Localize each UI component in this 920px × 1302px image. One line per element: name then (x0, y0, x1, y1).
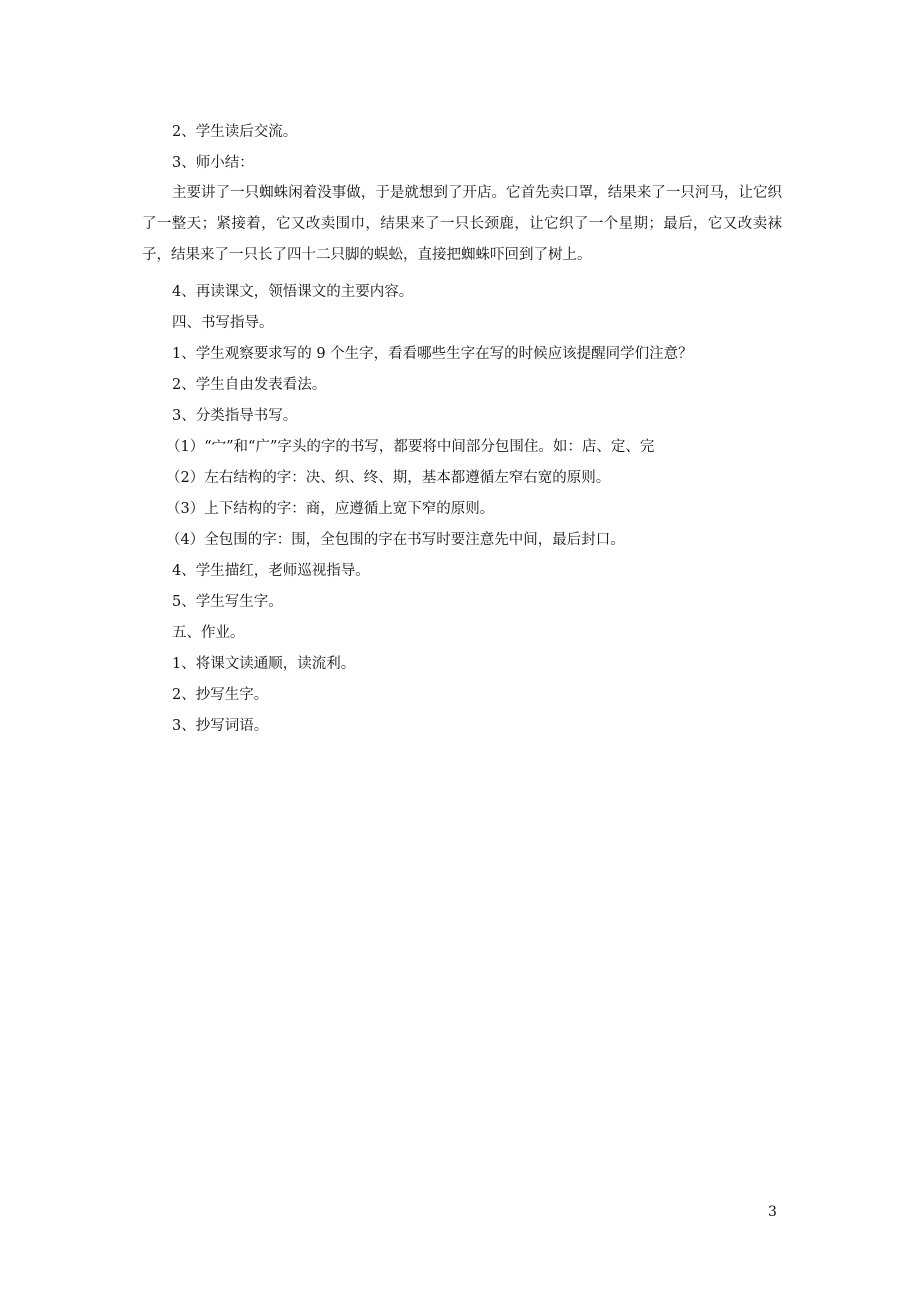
category-3: （3）上下结构的字：商，应遵循上宽下窄的原则。 (166, 501, 495, 517)
document-body (142, 122, 782, 747)
step-3-line: 3、师小结： (172, 155, 254, 171)
section-4-heading: 四、书写指导。 (172, 315, 274, 331)
step-2-line: 2、学生读后交流。 (172, 124, 298, 140)
section-5-heading: 五、作业。 (172, 625, 245, 641)
writing-step-2: 2、学生自由发表看法。 (172, 377, 327, 393)
category-1: （1）“宀”和“广”字头的字的书写，都要将中间部分包围住。如：店、定、完 (166, 439, 655, 455)
homework-2: 2、抄写生字。 (172, 687, 269, 703)
writing-step-3: 3、分类指导书写。 (172, 408, 298, 424)
homework-1: 1、将课文读通顺，读流利。 (172, 656, 356, 672)
writing-step-5: 5、学生写生字。 (172, 594, 283, 610)
writing-step-1: 1、学生观察要求写的 9 个生字，看看哪些生字在写的时候应该提醒同学们注意？ (172, 346, 693, 362)
category-2: （2）左右结构的字：决、织、终、期，基本都遵循左窄右宽的原则。 (166, 470, 611, 486)
summary-paragraph: 主要讲了一只蜘蛛闲着没事做，于是就想到了开店。它首先卖口罩，结果来了一只河马，让它织了一整天；紧接着，它又改卖围巾，结果来了一只长颈鹿，让它织了一个星期；最后，它又改卖袜子，结果来了一只长了四十二只脚的蜈蚣，直接把蜘蛛吓回到了树上。 (142, 185, 782, 263)
writing-step-4: 4、学生描红，老师巡视指导。 (172, 563, 370, 579)
category-4: （4）全包围的字：围，全包围的字在书写时要注意先中间，最后封口。 (166, 532, 625, 548)
page-number: 3 (768, 1204, 777, 1220)
step-4-line: 4、再读课文，领悟课文的主要内容。 (172, 284, 414, 300)
homework-3: 3、抄写词语。 (172, 718, 269, 734)
